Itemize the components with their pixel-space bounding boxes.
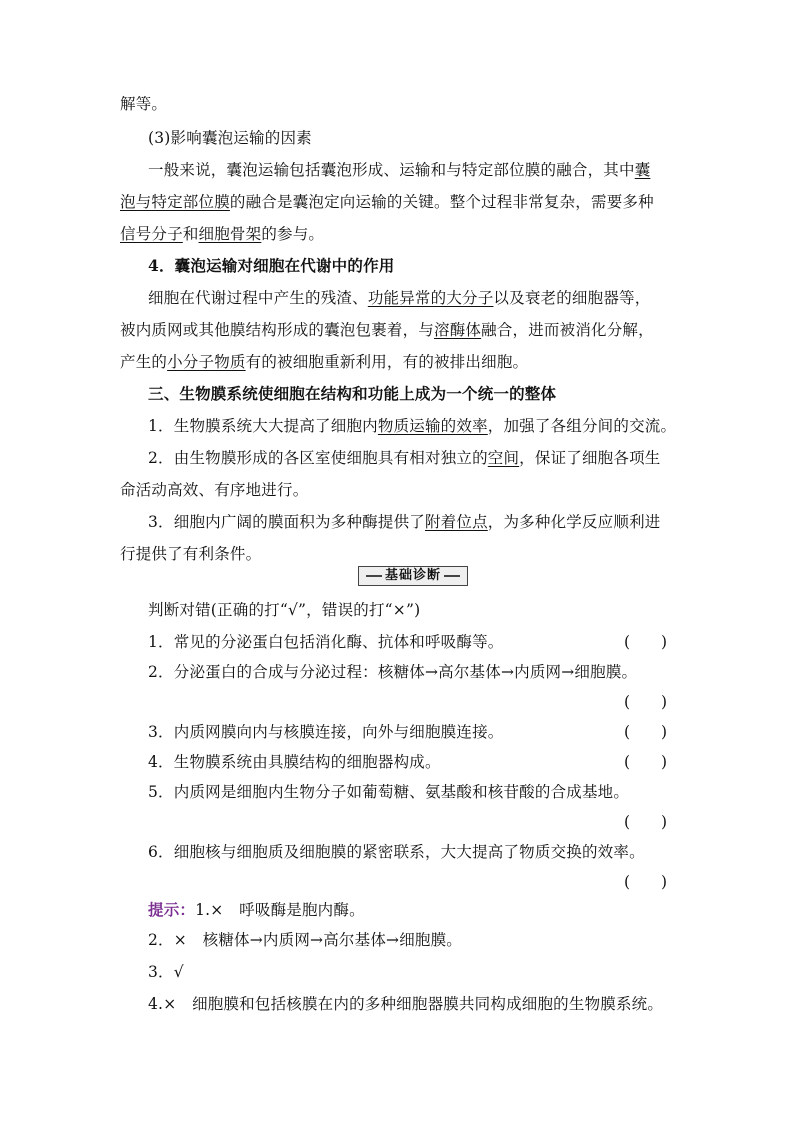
hint-label: 提示： [148,900,196,919]
subheading: (3)影响囊泡运输的因素 [148,129,312,147]
underlined-term: 附着位点 [424,513,488,531]
paragraph-line: 信号分子和细胞骨架的参与。 [120,225,325,243]
underlined-term: 泡与特定部位膜 [120,193,230,211]
underlined-term: 物质运输的效率 [377,417,488,435]
paragraph-line: 泡与特定部位膜的融合是囊泡定向运输的关键。整个过程非常复杂，需要多种 [120,193,654,211]
underlined-term: 功能异常的大分子 [367,289,494,307]
paragraph-line: 行提供了有利条件。 [120,545,262,563]
paragraph-line: 2．由生物膜形成的各区室使细胞具有相对独立的空间，保证了细胞各项生 [148,449,661,467]
paragraph-line: 3．细胞内广阔的膜面积为多种酶提供了附着位点，为多种化学反应顺利进 [148,513,661,531]
paragraph-line: 细胞在代谢过程中产生的残渣、功能异常的大分子以及衰老的细胞器等， [148,289,651,307]
underlined-term: 小分子物质 [167,353,246,371]
paragraph-line: 解等。 [120,95,168,113]
answer-blank: ( ) [624,693,668,711]
section-heading: 三、生物膜系统使细胞在结构和功能上成为一个统一的整体 [148,384,557,403]
section-heading: 4．囊泡运输对细胞在代谢中的作用 [148,256,395,275]
paragraph-line: 被内质网或其他膜结构形成的囊泡包裹着，与溶酶体融合，进而被消化分解， [120,321,654,339]
underlined-term: 溶酶体 [434,321,482,339]
answer-blank: ( ) [624,753,668,771]
answer-blank: ( ) [624,873,668,891]
underlined-term: 囊 [634,161,651,179]
answer-blank: ( ) [624,633,668,651]
quiz-question: 6．细胞核与细胞质及细胞膜的紧密联系，大大提高了物质交换的效率。 [148,843,645,861]
underlined-term: 空间 [487,449,520,467]
hint-line: 提示：1.× 呼吸酶是胞内酶。 [148,900,365,919]
quiz-instruction: 判断对错(正确的打“√”，错误的打“×”) [148,601,421,619]
underlined-term: 细胞骨架 [198,225,262,243]
quiz-question: 5．内质网是细胞内生物分子如葡萄糖、氨基酸和核苷酸的合成基地。 [148,783,630,801]
paragraph-line: 命活动高效、有序地进行。 [120,481,309,499]
hint-line: 3．√ [148,963,184,981]
hint-line: 2．× 核糖体→内质网→高尔基体→细胞膜。 [148,931,463,949]
paragraph-line: 一般来说，囊泡运输包括囊泡形成、运输和与特定部位膜的融合，其中囊 [148,161,651,179]
hint-line: 4.× 细胞膜和包括核膜在内的多种细胞器膜共同构成细胞的生物膜系统。 [148,995,664,1013]
answer-blank: ( ) [624,723,668,741]
paragraph-line: 产生的小分子物质有的被细胞重新利用，有的被排出细胞。 [120,353,529,371]
quiz-question: 3．内质网膜向内与核膜连接，向外与细胞膜连接。 [148,723,504,741]
quiz-question: 4．生物膜系统由具膜结构的细胞器构成。 [148,753,441,771]
quiz-question: 1．常见的分泌蛋白包括消化酶、抗体和呼吸酶等。 [148,633,504,651]
badge-label: 基础诊断 [384,568,441,583]
answer-blank: ( ) [624,813,668,831]
section-badge [358,566,468,586]
underlined-term: 信号分子 [120,225,183,243]
quiz-question: 2．分泌蛋白的合成与分泌过程：核糖体→高尔基体→内质网→细胞膜。 [148,663,638,681]
badge-dash-left [366,575,382,577]
badge-dash-right [444,575,460,577]
paragraph-line: 1．生物膜系统大大提高了细胞内物质运输的效率，加强了各组分间的交流。 [148,417,677,435]
